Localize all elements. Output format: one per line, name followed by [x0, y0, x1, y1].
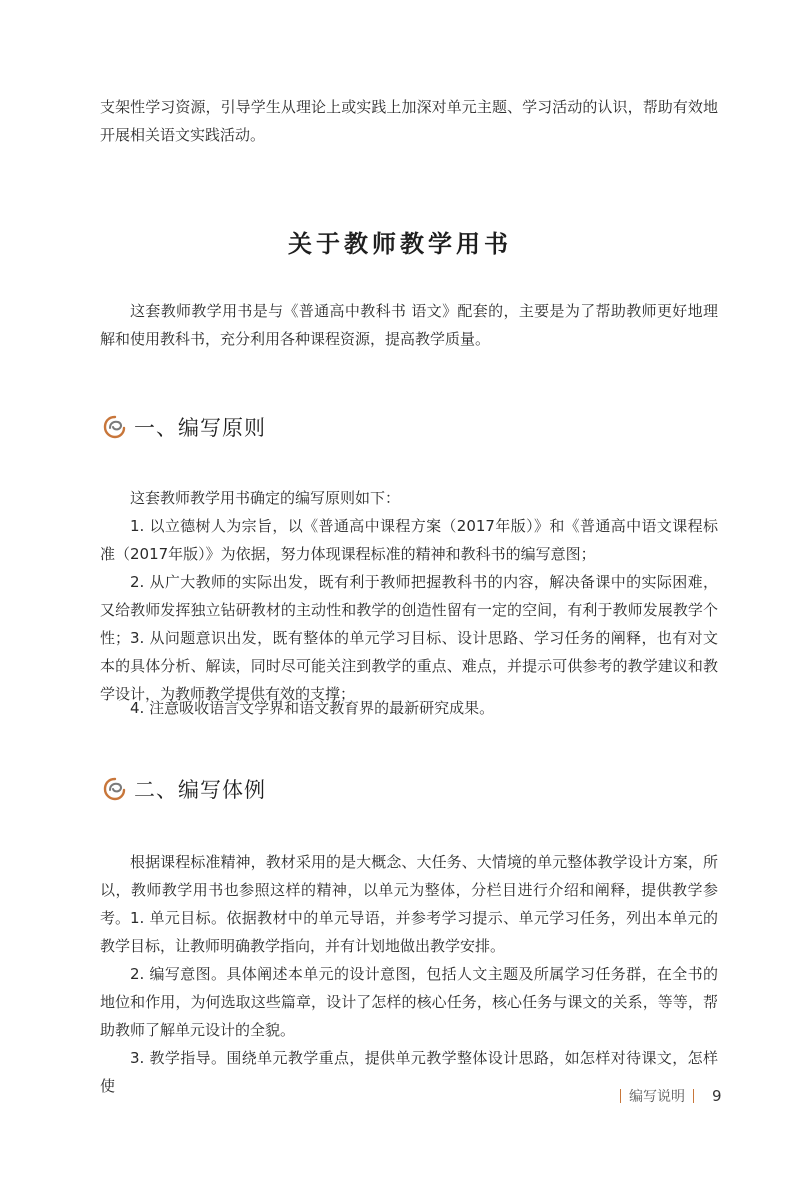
footer-divider — [693, 1089, 694, 1103]
section1-item: 1. 以立德树人为宗旨，以《普通高中课程方案（2017年版）》和《普通高中语文课程标准（2017年版）》为依据，努力体现课程标准的精神和教科书的编写意图； — [100, 517, 718, 563]
section2-heading — [102, 773, 266, 805]
page-footer — [612, 1086, 722, 1106]
section1-heading-text: 一、编写原则 — [134, 416, 266, 440]
footer-section-label: 编写说明 — [629, 1089, 685, 1105]
section2-heading-text: 二、编写体例 — [134, 778, 266, 802]
intro-paragraph: 这套教师教学用书是与《普通高中教科书 语文》配套的，主要是为了帮助教师更好地理解和使用教科书，充分利用各种课程资源，提高教学质量。 — [100, 302, 718, 348]
section2-lead: 根据课程标准精神，教材采用的是大概念、大任务、大情境的单元整体教学设计方案，所以，教师教学用书也参照这样的精神，以单元为整体，分栏目进行介绍和阐释，提供教学参考。 — [100, 853, 718, 927]
swirl-bullet-icon — [102, 776, 128, 802]
page-title: 关于教师教学用书 — [288, 229, 512, 258]
swirl-bullet-icon — [102, 414, 128, 440]
section2-item: 2. 编写意图。具体阐述本单元的设计意图，包括人文主题及所属学习任务群，在全书的地位和作用，为何选取这些篇章，设计了怎样的核心任务，核心任务与课文的关系，等等，帮助教师了解单元设计的全貌。 — [100, 965, 718, 1039]
section1-heading — [102, 411, 266, 443]
top-paragraph: 支架性学习资源，引导学生从理论上或实践上加深对单元主题、学习活动的认识，帮助有效地开展相关语文实践活动。 — [100, 98, 718, 144]
section2-item: 3. 教学指导。围绕单元教学重点，提供单元教学整体设计思路，如怎样对待课文，怎样使 — [100, 1049, 718, 1095]
section1-item: 2. 从广大教师的实际出发，既有利于教师把握教科书的内容，解决备课中的实际困难，又给教师发挥独立钻研教材的主动性和教学的创造性留有一定的空间，有利于教师发展教学个性； — [100, 573, 718, 647]
section1-item: 4. 注意吸收语言文学界和语文教育界的最新研究成果。 — [130, 699, 495, 717]
section2-item: 1. 单元目标。依据教材中的单元导语，并参考学习提示、单元学习任务，列出本单元的教学目标，让教师明确教学指向，并有计划地做出教学安排。 — [100, 909, 718, 955]
section1-lead: 这套教师教学用书确定的编写原则如下： — [130, 489, 401, 507]
section1-item: 3. 从问题意识出发，既有整体的单元学习目标、设计思路、学习任务的阐释，也有对文本的具体分析、解读，同时尽可能关注到教学的重点、难点，并提示可供参考的教学建议和教学设计，为教师教学提供有效的支撑； — [100, 629, 718, 703]
footer-divider — [620, 1089, 621, 1103]
page-number: 9 — [712, 1087, 722, 1105]
